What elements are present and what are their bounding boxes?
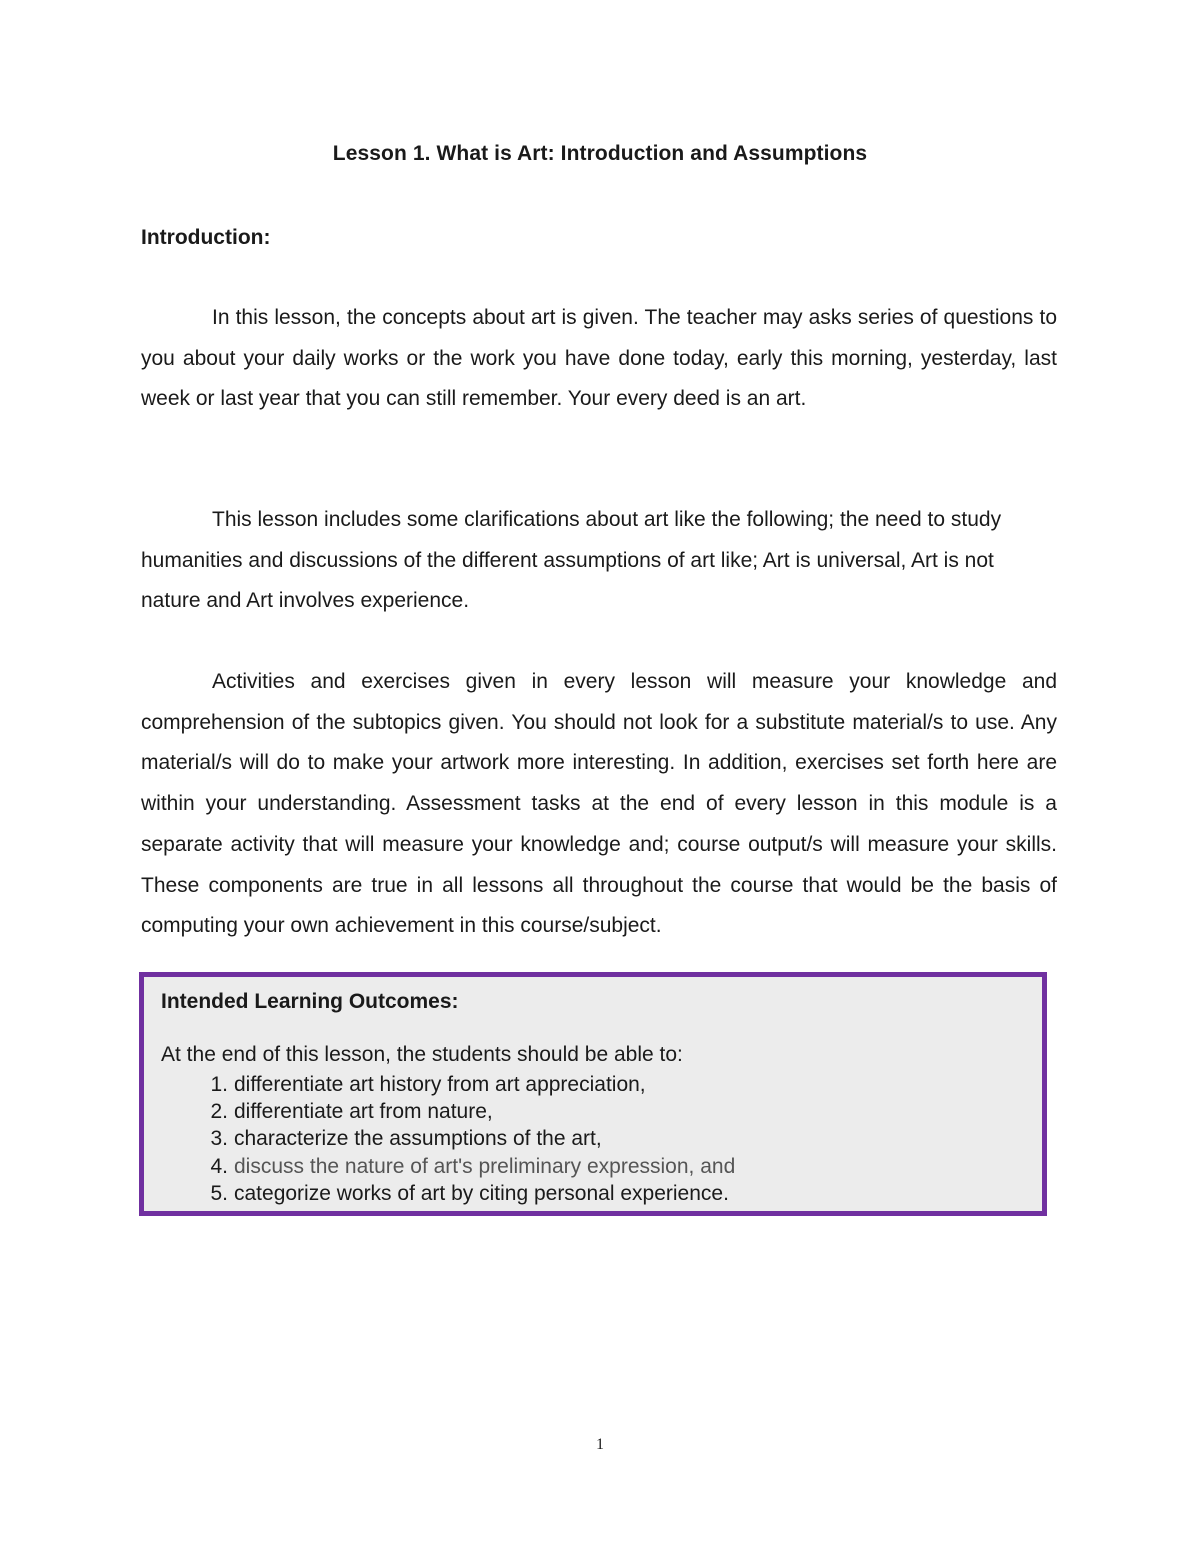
outcome-number: 5. [210, 1181, 228, 1205]
outcome-item [161, 1125, 735, 1152]
outcomes-intro: At the end of this lesson, the students should be able to: [161, 1043, 683, 1066]
outcome-text: differentiate art history from art appreciation, [234, 1073, 646, 1096]
outcome-number: 2. [210, 1100, 228, 1124]
intro-paragraph-3: Activities and exercises given in every lesson will measure your knowledge and comprehension of the subtopics given. You should not look for a substitute material/s to use. Any material/s will do to make your artwork more interesting. In addition, exercises set forth here are within your understanding. Assessment tasks at the end of every lesson in this module is a separate activity that will measure your knowledge and; course output/s will measure your skills. These components are true in all lessons all throughout the course that would be the basis of computing your own achievement in this course/subject. [141, 670, 1057, 938]
intro-paragraph-1: In this lesson, the concepts about art is given. The teacher may asks series of questions to you about your daily works or the work you have done today, early this morning, yesterday, last week or last year that you can still remember. Your every deed is an art. [141, 306, 1057, 411]
outcome-item [161, 1071, 735, 1098]
introduction-heading: Introduction: [141, 226, 271, 249]
lesson-title: Lesson 1. What is Art: Introduction and Assumptions [332, 142, 868, 165]
outcome-number: 4. [210, 1154, 228, 1178]
intro-paragraph-2: This lesson includes some clarifications about art like the following; the need to study humanities and discussions of the different assumptions of art like; Art is universal, Art is not nature and Art involves experience. [141, 508, 1002, 613]
outcome-text: discuss the nature of art's preliminary expression, and [234, 1154, 736, 1178]
outcome-text: categorize works of art by citing personal experience. [234, 1181, 729, 1205]
outcome-number: 3. [210, 1127, 228, 1151]
outcome-number: 1. [210, 1073, 228, 1096]
outcome-item [161, 1098, 735, 1125]
outcomes-heading: Intended Learning Outcomes: [161, 990, 459, 1013]
outcome-item [161, 1180, 735, 1207]
learning-outcomes-box [139, 972, 1047, 1216]
page-number: 1 [596, 1436, 604, 1453]
outcomes-list [161, 1071, 735, 1207]
outcome-text: characterize the assumptions of the art, [234, 1127, 602, 1151]
outcome-text: differentiate art from nature, [234, 1100, 493, 1124]
outcome-item [161, 1153, 735, 1180]
